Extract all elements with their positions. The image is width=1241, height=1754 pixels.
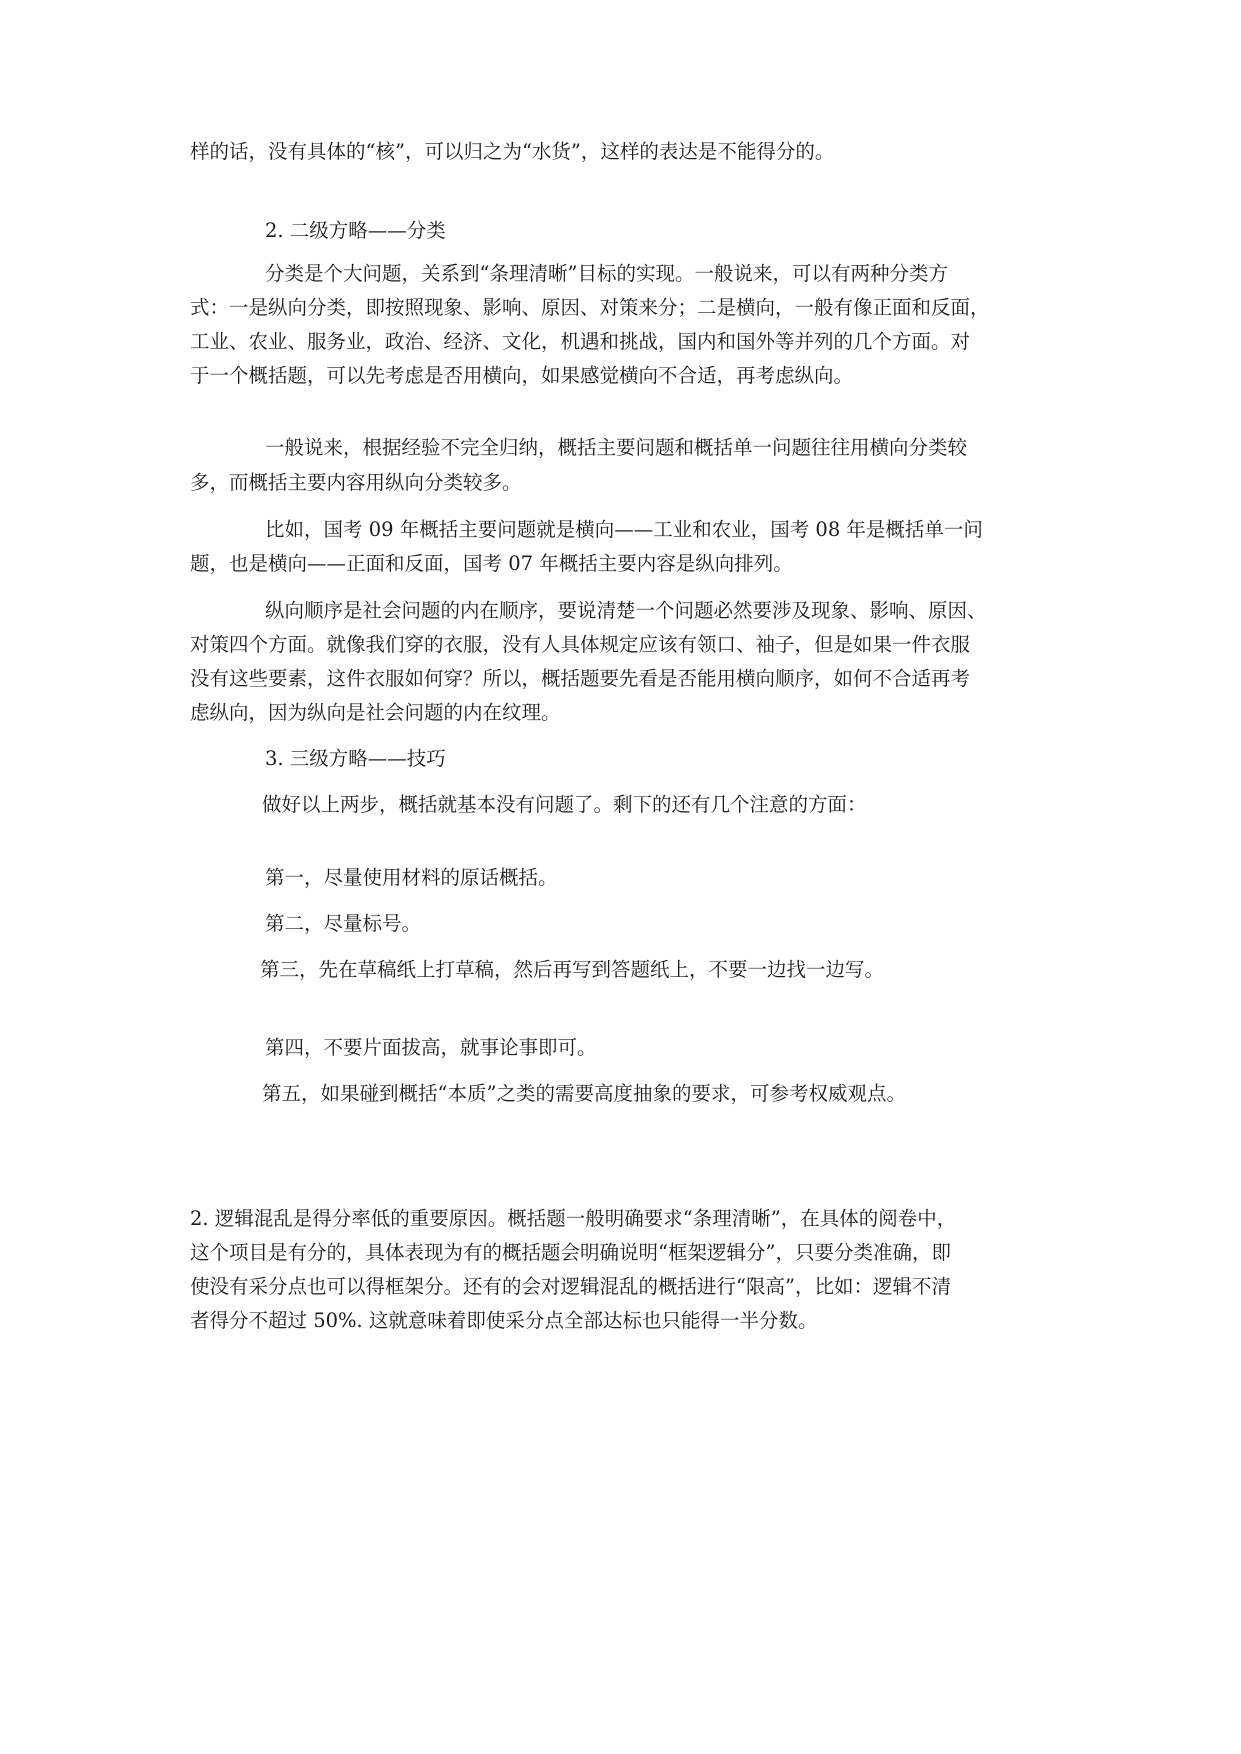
paragraph-line: 做好以上两步，概括就基本没有问题了。剩下的还有几个注意的方面： [262, 793, 867, 816]
paragraph-line: 使没有采分点也可以得框架分。还有的会对逻辑混乱的概括进行“限高”，比如：逻辑不清 [190, 1275, 951, 1298]
paragraph-line: 没有这些要素，这件衣服如何穿？所以，概括题要先看是否能用横向顺序，如何不合适再考 [190, 667, 971, 690]
paragraph-line: 多，而概括主要内容用纵向分类较多。 [190, 471, 522, 494]
paragraph-line: 一般说来，根据经验不完全归纳，概括主要问题和概括单一问题往往用横向分类较 [265, 436, 968, 459]
list-item: 第二，尽量标号。 [265, 912, 422, 935]
section-heading: 3. 三级方略——技巧 [265, 747, 446, 770]
list-item: 第三，先在草稿纸上打草稿，然后再写到答题纸上，不要一边找一边写。 [260, 958, 885, 981]
list-item: 第四，不要片面拔高，就事论事即可。 [265, 1036, 597, 1059]
paragraph-line: 于一个概括题，可以先考虑是否用横向，如果感觉横向不合适，再考虑纵向。 [190, 364, 854, 387]
paragraph-line: 题，也是横向——正面和反面，国考 07 年概括主要内容是纵向排列。 [190, 552, 793, 575]
list-item: 第五，如果碰到概括“本质”之类的需要高度抽象的要求，可参考权威观点。 [262, 1082, 906, 1105]
paragraph-line: 样的话，没有具体的“核”，可以归之为“水货”，这样的表达是不能得分的。 [190, 140, 835, 163]
section-heading: 2. 二级方略——分类 [265, 219, 446, 242]
list-item: 第一，尽量使用材料的原话概括。 [265, 866, 558, 889]
paragraph-line: 分类是个大问题，关系到“条理清晰”目标的实现。一般说来，可以有两种分类方 [265, 262, 948, 285]
paragraph-line: 2. 逻辑混乱是得分率低的重要原因。概括题一般明确要求“条理清晰”，在具体的阅卷中， [190, 1207, 957, 1230]
paragraph-line: 工业、农业、服务业，政治、经济、文化，机遇和挑战，国内和国外等并列的几个方面。对 [190, 330, 971, 353]
paragraph-line: 式：一是纵向分类，即按照现象、影响、原因、对策来分；二是横向，一般有像正面和反面， [190, 296, 990, 319]
paragraph-line: 纵向顺序是社会问题的内在顺序，要说清楚一个问题必然要涉及现象、影响、原因、 [265, 599, 987, 622]
paragraph-line: 对策四个方面。就像我们穿的衣服，没有人具体规定应该有领口、袖子，但是如果一件衣服 [190, 633, 971, 656]
paragraph-line: 者得分不超过 50%. 这就意味着即使采分点全部达标也只能得一半分数。 [190, 1309, 818, 1332]
paragraph-line: 比如，国考 09 年概括主要问题就是横向——工业和农业，国考 08 年是概括单一问 [265, 518, 983, 541]
paragraph-line: 这个项目是有分的，具体表现为有的概括题会明确说明“框架逻辑分”，只要分类准确，即 [190, 1241, 951, 1264]
paragraph-line: 虑纵向，因为纵向是社会问题的内在纹理。 [190, 701, 561, 724]
